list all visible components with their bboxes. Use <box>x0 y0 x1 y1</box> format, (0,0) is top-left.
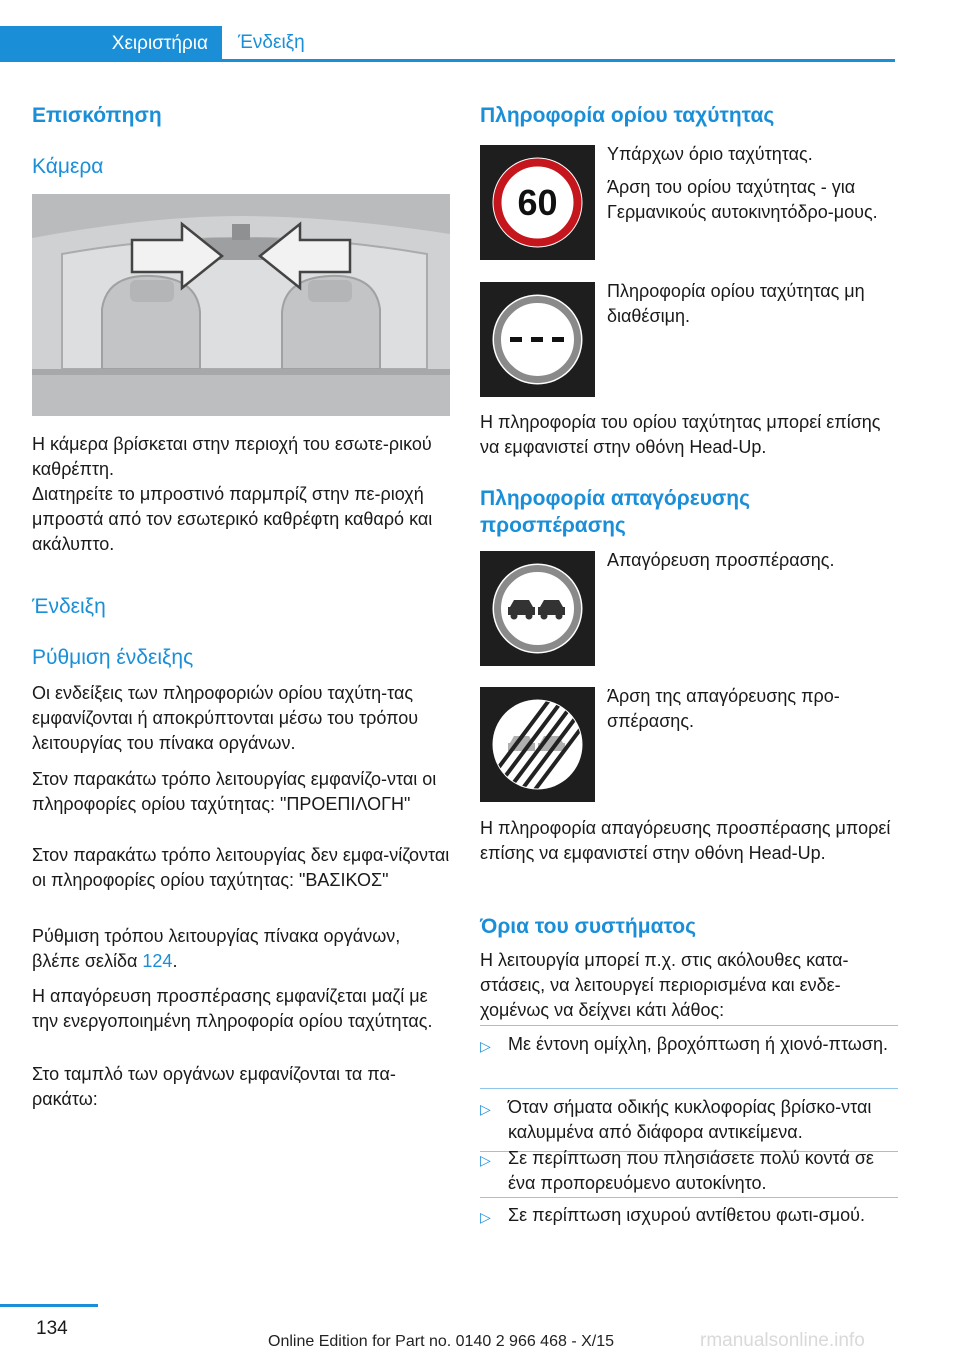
tab-display[interactable]: Ένδειξη <box>238 31 305 53</box>
bullet-triangle-icon: ▷ <box>480 1209 491 1225</box>
bullet-triangle-icon: ▷ <box>480 1038 491 1054</box>
heading-speed-limit-info: Πληροφορία ορίου ταχύτητας <box>480 104 775 127</box>
bullet-text: Σε περίπτωση που πλησιάσετε πολύ κοντά σε ένα προπορευόμενο αυτοκίνητο. <box>508 1148 874 1193</box>
sign-no-overtaking-box <box>480 551 595 666</box>
setting-text-3: Στον παρακάτω τρόπο λειτουργίας δεν εμφα-νίζονται οι πληροφορίες ορίου ταχύτητας: "ΒΑΣΙΚΟΣ" <box>32 845 450 890</box>
sign-60-box <box>480 145 595 260</box>
bullet-separator <box>480 1025 898 1026</box>
bullet-text: Όταν σήματα οδικής κυκλοφορίας βρίσκο-νται καλυμμένα από διάφορα αντικείμενα. <box>508 1097 872 1142</box>
setting-text-5: Η απαγόρευση προσπέρασης εμφανίζεται μαζί με την ενεργοποιημένη πληροφορία ορίου ταχύτητας. <box>32 986 433 1031</box>
sign-end-no-overtaking-box <box>480 687 595 802</box>
watermark: rmanualsonline.info <box>700 1330 865 1351</box>
camera-location-illustration <box>32 194 450 416</box>
no-overtaking-icon <box>480 551 595 666</box>
heading-no-overtaking-info: Πληροφορία απαγόρευσης προσπέρασης <box>480 487 751 537</box>
heading-camera: Κάμερα <box>32 155 104 178</box>
sign-60-number: 60 <box>517 182 558 223</box>
setting-text-4 <box>32 924 450 974</box>
overtaking-hud-text: Η πληροφορία απαγόρευσης προσπέρασης μπορεί επίσης να εμφανιστεί στην οθόνη Head-Up. <box>480 818 891 863</box>
camera-location-text: Η κάμερα βρίσκεται στην περιοχή του εσωτε-ρικού καθρέπτη. <box>32 434 432 479</box>
heading-display: Ένδειξη <box>32 595 106 618</box>
heading-system-limits: Όρια του συστήματος <box>480 915 697 938</box>
tab-controls[interactable]: Χειριστήρια <box>0 26 222 62</box>
bullet-separator <box>480 1088 898 1089</box>
bullet-text: Με έντονη ομίχλη, βροχόπτωση ή χιονό-πτωση. <box>508 1034 888 1054</box>
speed-hud-text: Η πληροφορία του ορίου ταχύτητας μπορεί επίσης να εμφανιστεί στην οθόνη Head-Up. <box>480 412 881 457</box>
heading-display-setting: Ρύθμιση ένδειξης <box>32 646 194 669</box>
camera-keep-clear-text: Διατηρείτε το μπροστινό παρμπρίζ στην πε-ριοχή μπροστά από τον εσωτερικό καθρέφτη καθαρό και ακάλυπτο. <box>32 484 433 554</box>
bullet-triangle-icon: ▷ <box>480 1101 491 1117</box>
heading-overview: Επισκόπηση <box>32 104 162 127</box>
bullet-text: Σε περίπτωση ισχυρού αντίθετου φωτι-σμού. <box>508 1205 865 1225</box>
header-bar <box>0 0 895 62</box>
speed-limit-unavailable-icon <box>480 282 595 397</box>
end-no-overtaking-icon <box>480 687 595 802</box>
setting-text-2: Στον παρακάτω τρόπο λειτουργίας εμφανίζο-νται οι πληροφορίες ορίου ταχύτητας: "ΠΡΟΕΠΙΛΟΓΗ" <box>32 769 437 814</box>
sign-60-text-1: Υπάρχων όριο ταχύτητας. <box>607 144 813 164</box>
setting-text-1: Οι ενδείξεις των πληροφοριών ορίου ταχύτη-τας εμφανίζονται ή αποκρύπτονται μέσω του τρόπου λειτουργίας του πίνακα οργάνων. <box>32 683 419 753</box>
page-number: 134 <box>36 1318 68 1339</box>
bullet-separator <box>480 1197 898 1198</box>
sign-dashes-box <box>480 282 595 397</box>
edition-text: Online Edition for Part no. 0140 2 966 468 - X/15 <box>268 1333 615 1350</box>
speed-limit-60-icon <box>480 145 595 260</box>
bullet-triangle-icon: ▷ <box>480 1152 491 1168</box>
sign-end-no-overtaking-text: Άρση της απαγόρευσης προ-σπέρασης. <box>607 686 840 731</box>
sign-60-text-2: Άρση του ορίου ταχύτητας - για Γερμανικούς αυτοκινητόδρο-μους. <box>607 177 878 222</box>
footer-rule <box>0 1304 98 1307</box>
setting-text-4-post: . <box>172 951 178 971</box>
setting-text-6: Στο ταμπλό των οργάνων εμφανίζονται τα πα-ρακάτω: <box>32 1064 396 1109</box>
header-rule <box>0 59 895 62</box>
system-limits-text: Η λειτουργία μπορεί π.χ. στις ακόλουθες κατα-στάσεις, να λειτουργεί περιορισμένα και ενδε-χομένως να δείχνει κάτι λάθος: <box>480 950 849 1020</box>
sign-no-overtaking-text: Απαγόρευση προσπέρασης. <box>607 550 835 570</box>
sign-dashes-text: Πληροφορία ορίου ταχύτητας μη διαθέσιμη. <box>607 281 865 326</box>
page-link-124[interactable]: 124 <box>142 951 173 971</box>
setting-text-4-pre: Ρύθμιση τρόπου λειτουργίας πίνακα οργάνων, βλέπε σελίδα <box>32 926 401 971</box>
